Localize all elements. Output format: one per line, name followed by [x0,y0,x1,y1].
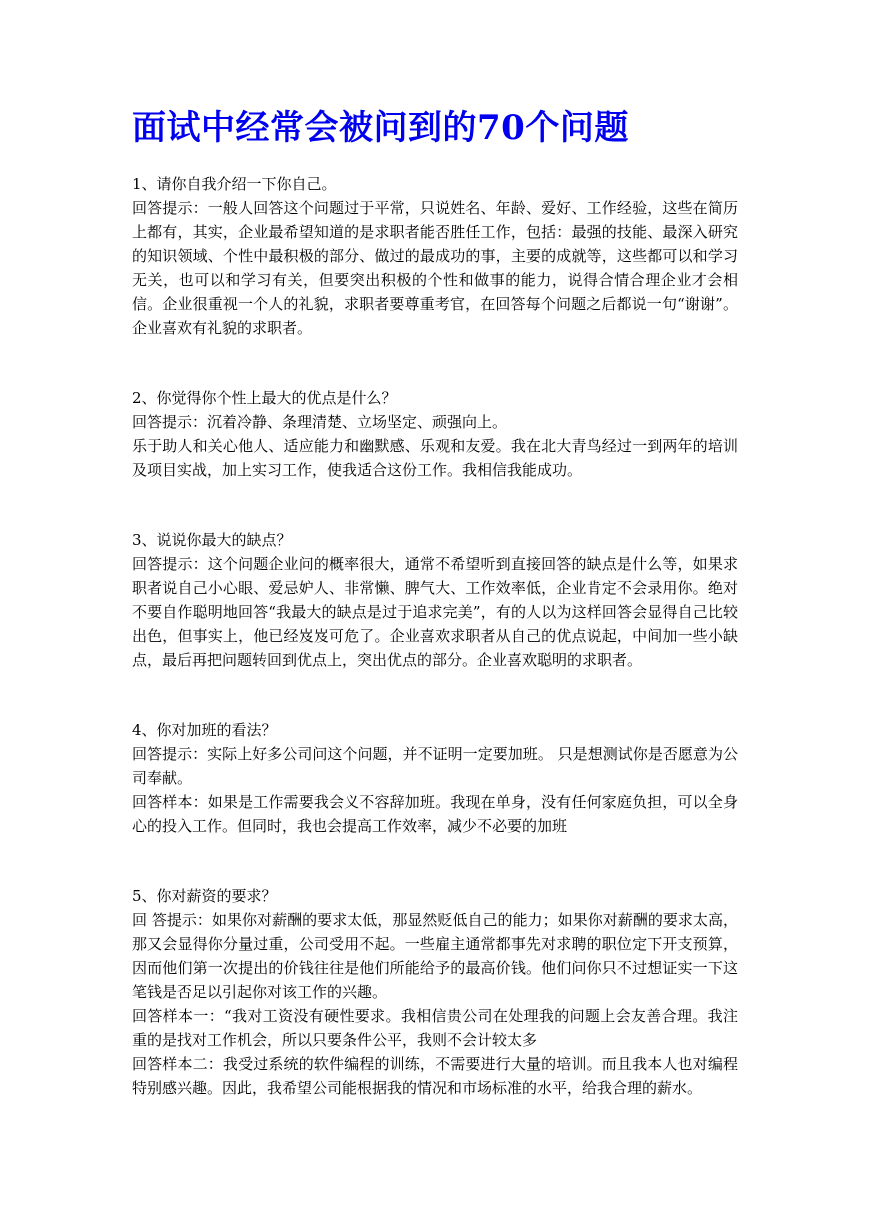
question-section-5 [132,884,738,1100]
answer-sample-paragraph: 回答样本二：我受过系统的软件编程的训练，不需要进行大量的培训。而且我本人也对编程特别感兴趣。因此，我希望公司能根据我的情况和市场标准的水平，给我合理的薪水。 [132,1055,738,1097]
question-heading: 1、请你自我介绍一下你自己。 [132,175,337,193]
question-section-2 [132,386,738,482]
answer-paragraph: 回答提示：沉着冷静、条理清楚、立场坚定、顽强向上。 [132,413,508,431]
answer-paragraph: 回答提示：这个问题企业问的概率很大，通常不希望听到直接回答的缺点是什么等，如果求职者说自己小心眼、爱忌妒人、非常懒、脾气大、工作效率低，企业肯定不会录用你。绝对不要自作聪明地回答“我最大的缺点是过于追求完美”，有的人以为这样回答会显得自己比较出色，但事实上，他已经岌岌可危了。企业喜欢求职者从自己的优点说起，中间加一些小缺点，最后再把问题转回到优点上，突出优点的部分。企业喜欢聪明的求职者。 [132,555,738,669]
question-heading: 3、说说你最大的缺点？ [132,531,292,549]
question-heading: 4、你对加班的看法？ [132,721,277,739]
answer-paragraph: 乐于助人和关心他人、适应能力和幽默感、乐观和友爱。我在北大青鸟经过一到两年的培训及项目实战，加上实习工作，使我适合这份工作。我相信我能成功。 [132,437,738,479]
question-section-3 [132,528,738,672]
answer-paragraph: 回 答提示：如果你对薪酬的要求太低，那显然贬低自己的能力；如果你对薪酬的要求太高，那又会显得你分量过重，公司受用不起。一些雇主通常都事先对求聘的职位定下开支预算，因而他们第一次提出的价钱往往是他们所能给予的最高价钱。他们问你只不过想证实一下这笔钱是否足以引起你对该工作的兴趣。 [132,911,738,1001]
document-title: 面试中经常会被问到的70个问题 [132,108,629,148]
question-heading: 5、你对薪资的要求？ [132,887,277,905]
question-section-4 [132,718,738,838]
answer-sample-paragraph: 回答样本一：“我对工资没有硬性要求。我相信贵公司在处理我的问题上会友善合理。我注重的是找对工作机会，所以只要条件公平，我则不会计较太多 [132,1007,738,1049]
question-heading: 2、你觉得你个性上最大的优点是什么？ [132,389,397,407]
answer-paragraph: 回答提示：实际上好多公司问这个问题，并不证明一定要加班。 只是想测试你是否愿意为公司奉献。 [132,745,738,787]
answer-sample-paragraph: 回答样本：如果是工作需要我会义不容辞加班。我现在单身，没有任何家庭负担，可以全身心的投入工作。但同时，我也会提高工作效率，减少不必要的加班 [132,793,738,835]
question-section-1 [132,172,738,340]
document-page [132,104,738,1100]
answer-paragraph: 回答提示：一般人回答这个问题过于平常，只说姓名、年龄、爱好、工作经验，这些在简历上都有，其实，企业最希望知道的是求职者能否胜任工作，包括：最强的技能、最深入研究的知识领域、个性中最积极的部分、做过的最成功的事，主要的成就等，这些都可以和学习无关，也可以和学习有关，但要突出积极的个性和做事的能力，说得合情合理企业才会相信。企业很重视一个人的礼貌，求职者要尊重考官，在回答每个问题之后都说一句“谢谢”。企业喜欢有礼貌的求职者。 [132,199,738,337]
